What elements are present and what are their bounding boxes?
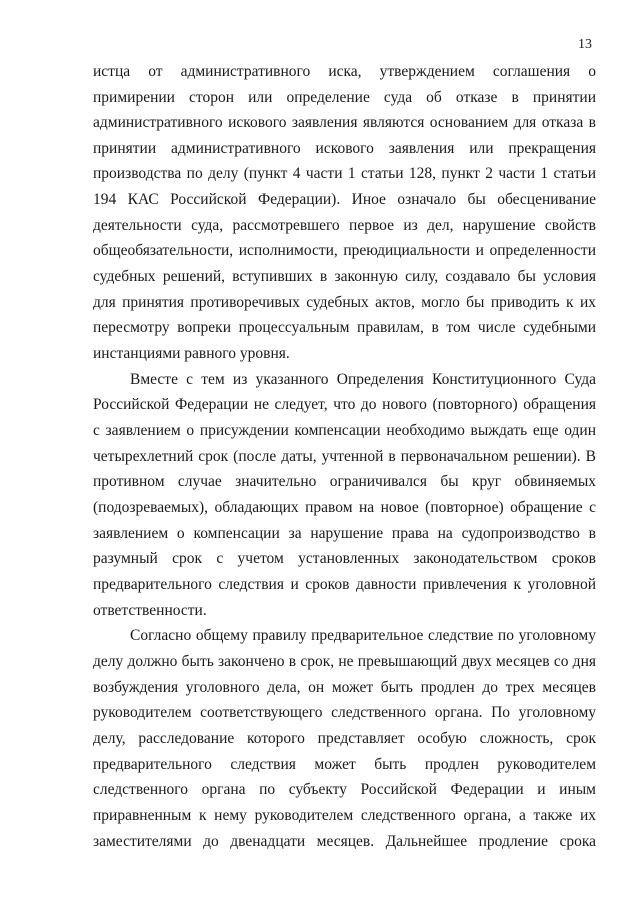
text-line: делу должно быть закончено в срок, не превышающий двух месяцев со дня	[93, 653, 596, 670]
text-line: судебных решений, вступивших в законную силу, создавало бы условия	[93, 268, 596, 285]
text-line: заместителями до двенадцати месяцев. Дальнейшее продление срока	[93, 833, 596, 850]
text-line: истца от административного иска, утверждением соглашения о	[93, 63, 596, 80]
text-line: для принятия противоречивых судебных актов, могло бы приводить к их	[93, 294, 596, 311]
text-line: (подозреваемых), обладающих правом на новое (повторное) обращение с	[93, 499, 596, 516]
text-line: инстанциями равного уровня.	[93, 345, 290, 362]
text-line: заявлением о компенсации за нарушение права на судопроизводство в	[93, 525, 596, 542]
text-line: ответственности.	[93, 602, 207, 619]
text-line: четырехлетний срок (после даты, учтенной в первоначальном решении). В	[93, 448, 596, 465]
text-line: следственного органа по субъекту Российской Федерации и иным	[93, 781, 596, 798]
page-number: 13	[578, 37, 592, 52]
text-line: делу, расследование которого представляет особую сложность, срок	[93, 730, 596, 747]
text-line: Вместе с тем из указанного Определения Конституционного Суда	[130, 371, 596, 388]
text-line: административного искового заявления являются основанием для отказа в	[93, 114, 596, 131]
text-line: 194 КАС Российской Федерации). Иное означало бы обесценивание	[93, 191, 596, 208]
text-line: возбуждения уголовного дела, он может быть продлен до трех месяцев	[93, 679, 596, 696]
text-line: примирении сторон или определение суда об отказе в принятии	[93, 89, 596, 106]
text-line: разумный срок с учетом установленных законодательством сроков	[93, 550, 596, 567]
text-line: предварительного следствия может быть продлен руководителем	[93, 756, 596, 773]
text-line: предварительного следствия и сроков давности привлечения к уголовной	[93, 576, 596, 593]
text-line: общеобязательности, исполнимости, преюдициальности и определенности	[93, 242, 596, 259]
text-line: приравненным к нему руководителем следственного органа, а также их	[93, 807, 596, 824]
text-line: пересмотру вопреки процессуальным правилам, в том числе судебными	[93, 319, 596, 336]
text-line: с заявлением о присуждении компенсации необходимо выждать еще один	[93, 422, 596, 439]
text-line: противном случае значительно ограничивался бы круг обвиняемых	[93, 473, 596, 490]
text-line: Согласно общему правилу предварительное следствие по уголовному	[130, 627, 596, 644]
text-line: руководителем соответствующего следственного органа. По уголовному	[93, 704, 596, 721]
text-line: Российской Федерации не следует, что до нового (повторного) обращения	[93, 396, 596, 413]
text-line: производства по делу (пункт 4 части 1 статьи 128, пункт 2 части 1 статьи	[93, 165, 596, 182]
text-line: деятельности суда, рассмотревшего первое из дел, нарушение свойств	[93, 217, 596, 234]
text-line: принятии административного искового заявления или прекращения	[93, 140, 596, 157]
